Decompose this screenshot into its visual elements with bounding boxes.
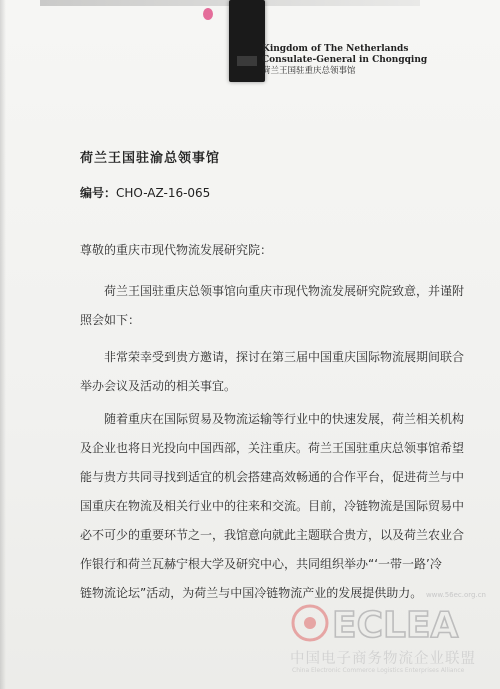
paragraph-line: 必不可少的重要环节之一，我馆意向就此主题联合贵方，以及荷兰农业合 xyxy=(80,528,465,542)
letterhead-english-line1: Kingdom of The Netherlands xyxy=(262,44,409,54)
consulate-crest-logo xyxy=(229,0,265,82)
paragraph-line: 国重庆在物流及相关行业中的往来和交流。目前，冷链物流是国际贸易中 xyxy=(80,499,465,513)
document-title: 荷兰王国驻渝总领事馆 xyxy=(80,151,221,166)
scan-left-edge xyxy=(0,0,6,689)
logo-dot xyxy=(304,617,316,629)
logo-text: ECLEA xyxy=(332,605,459,645)
paragraph-line: 能与贵方共同寻找到适宜的机会搭建高效畅通的合作平台，促进荷兰与中 xyxy=(80,470,465,484)
paragraph-line: 荷兰王国驻重庆总领事馆向重庆市现代物流发展研究院致意，并谨附 xyxy=(104,284,465,298)
watermark-english: China Electronic Commerce Logistics Enterprises Alliance xyxy=(292,667,465,674)
paragraph-3 xyxy=(80,405,480,608)
paragraph-line: 随着重庆在国际贸易及物流运输等行业中的快速发展，荷兰相关机构 xyxy=(104,412,465,426)
letterhead-english-line2: Consulate-General in Chongqing xyxy=(262,55,428,65)
reference-number xyxy=(80,184,210,201)
paragraph-line: 及企业也将日光投向中国西部，关注重庆。荷兰王国驻重庆总领事馆希望 xyxy=(80,441,465,455)
reference-label: 编号： xyxy=(80,186,117,200)
paragraph-line: 照会如下： xyxy=(80,313,141,327)
salutation: 尊敬的重庆市现代物流发展研究院： xyxy=(80,243,273,257)
consulate-letterhead xyxy=(262,44,427,77)
eclea-watermark xyxy=(290,591,486,679)
pink-ink-mark xyxy=(203,8,213,20)
letterhead-chinese-line: 荷兰王国驻重庆总领事馆 xyxy=(262,66,356,76)
crest-emblem xyxy=(237,56,257,66)
watermark-url: www.56ec.org.cn xyxy=(425,591,486,599)
paragraph-1 xyxy=(80,277,480,335)
paragraph-line: 非常荣幸受到贵方邀请，探讨在第三届中国重庆国际物流展期间联合 xyxy=(104,350,465,364)
eclea-logo xyxy=(290,601,486,645)
paragraph-line: 链物流论坛”活动，为荷兰与中国冷链物流产业的发展提供助力。 xyxy=(80,586,423,600)
watermark-chinese: 中国电子商务物流企业联盟 xyxy=(290,651,476,667)
paragraph-line: 作银行和荷兰瓦赫宁根大学及研究中心，共同组织举办“‘一带一路’冷 xyxy=(80,557,442,571)
paragraph-line: 举办会议及活动的相关事宜。 xyxy=(80,379,237,393)
paragraph-2 xyxy=(80,343,480,401)
reference-value: CHO-AZ-16-065 xyxy=(116,186,211,200)
